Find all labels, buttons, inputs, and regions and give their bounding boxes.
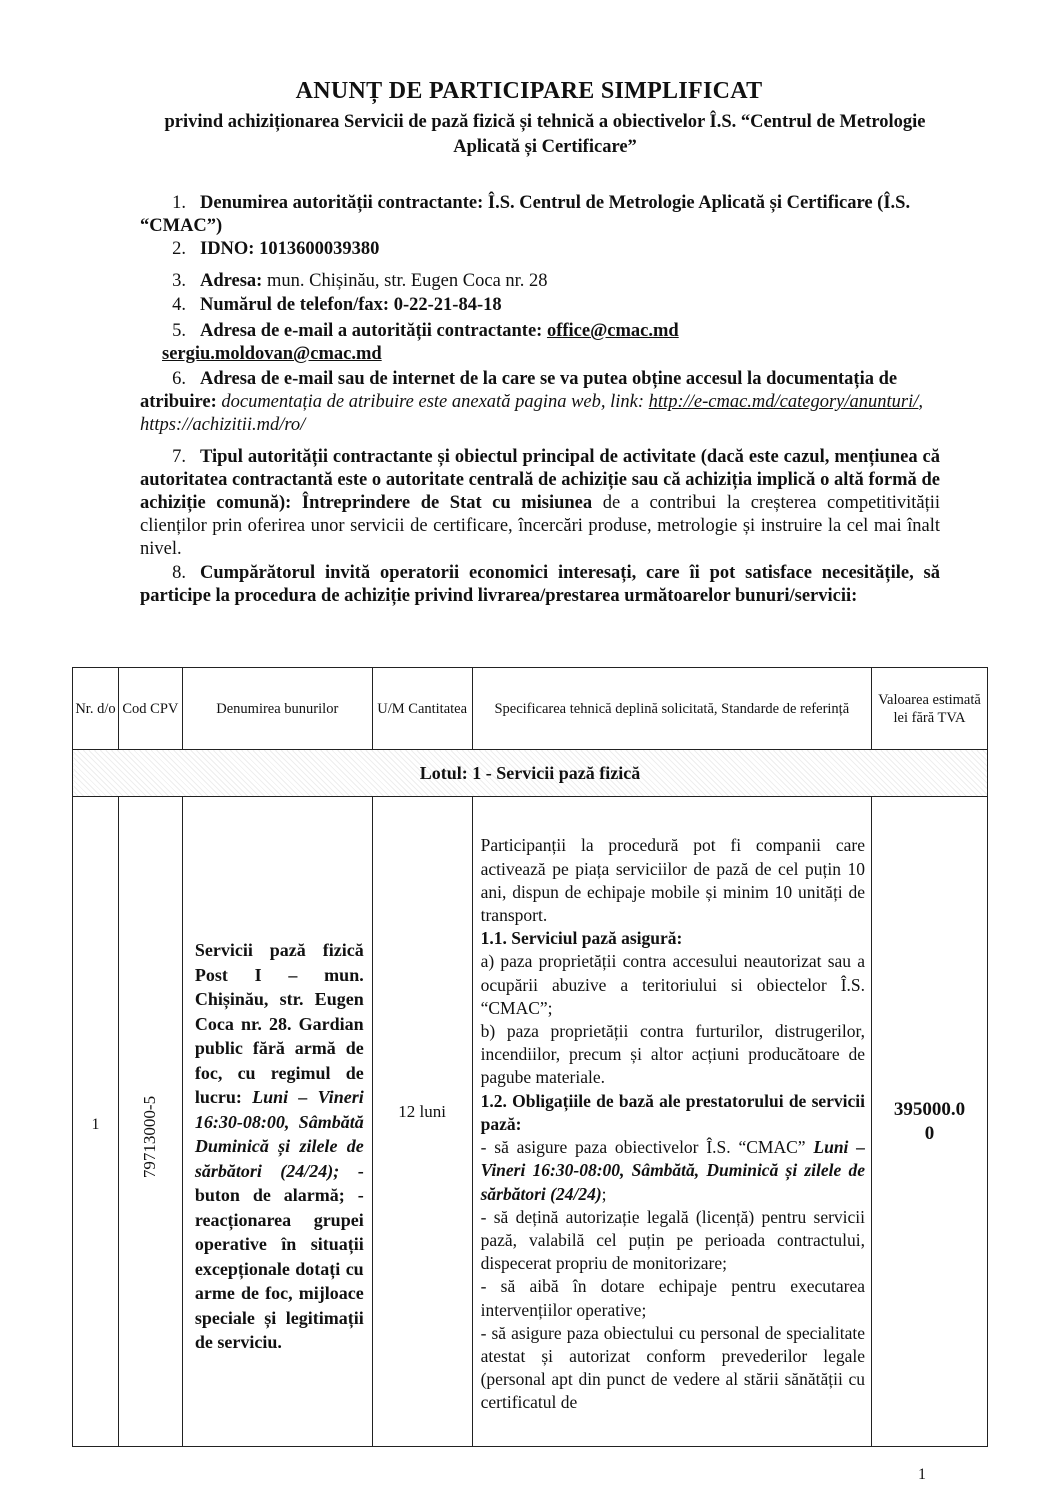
item-phone	[140, 294, 940, 317]
obligation-end: ;	[601, 1183, 607, 1204]
spec-obligation-4: - să asigure paza obiectului cu personal de specialitate atestat și autorizat conform prevederilor legale (personal apt din punct de vedere al stării sănătății cu certificatul de	[480, 1322, 866, 1413]
item-label: Tipul autorității contractante și obiectul principal de activitate (dacă este cazul, mențiunea că autoritatea contractantă este o autoritate centrală de achiziție sau că achiziția implică o altă formă de achiziție comună):	[140, 447, 940, 513]
spec-heading-1-1: 1.1. Serviciul pază asigură:	[480, 928, 683, 949]
item-number: 4.	[172, 295, 186, 315]
item-number: 3.	[172, 271, 186, 291]
phone-value: 0-22-21-84-18	[393, 295, 502, 315]
item-label: Numărul de telefon/fax:	[200, 295, 390, 315]
item-number: 2.	[172, 239, 186, 259]
spec-item-b: b) paza proprietății contra furturilor, distrugerilor, incendiilor, precum și altor acțiuni producătoare de pagube materiale.	[480, 1021, 866, 1088]
item-number: 7.	[172, 447, 186, 467]
item-label: Denumirea autorității contractante:	[200, 193, 484, 213]
invitation-text: Cumpărătorul invită operatorii economici interesați, care îi pot satisface necesitățile, să participe la procedura de achiziție privind livrarea/prestarea următoarelor bunuri/servicii:	[140, 563, 940, 606]
cell-value	[872, 797, 988, 1447]
cpv-code: 79713000-5	[140, 1095, 160, 1179]
item-number: 6.	[172, 369, 186, 389]
address-value: mun. Chișinău, str. Eugen Coca nr. 28	[266, 271, 548, 291]
authority-type-value: Întreprindere de Stat cu misiunea	[301, 493, 593, 513]
item-email	[140, 320, 940, 366]
header-nr: Nr. d/o	[73, 668, 119, 750]
item-documentation-access	[140, 368, 940, 437]
idno-value: 1013600039380	[259, 239, 380, 259]
item-number: 8.	[172, 563, 186, 583]
item-label: Adresa:	[200, 271, 263, 291]
procurement-table	[72, 667, 988, 1447]
item-address	[140, 270, 940, 293]
estimated-value: 395000.00	[893, 1098, 966, 1144]
authority-name: Î.S. Centrul de Metrologie Aplicată și Certificare (Î.S. “CMAC”)	[140, 193, 911, 236]
cell-qty	[372, 797, 472, 1447]
page-number: 1	[918, 1466, 926, 1483]
spec-obligation-1	[481, 1136, 865, 1206]
cell-cpv	[118, 797, 182, 1447]
header-name: Denumirea bunurilor	[182, 668, 372, 750]
spec-heading-1-2: 1.2. Obligațiile de bază ale prestatorului de servicii pază:	[480, 1090, 866, 1134]
link-achizitii[interactable]: https://achizitii.md/ro/	[140, 415, 306, 435]
lot-title: Lotul: 1 - Servicii pază fizică	[73, 750, 988, 797]
item-number: 5.	[172, 321, 186, 341]
header-qty: U/M Cantitatea	[372, 668, 472, 750]
item-label: IDNO:	[200, 239, 255, 259]
spec-obligation-3: - să aibă în dotare echipaje pentru executarea intervențiilor operative;	[480, 1276, 866, 1320]
email-link-office[interactable]: office@cmac.md	[546, 321, 679, 341]
item-authority-type	[140, 446, 940, 561]
header-spec: Specificarea tehnică deplină solicitată, Standarde de referință	[472, 668, 871, 750]
service-details: - buton de alarmă; - reacționarea grupei operative în situații excepționale dotați cu arme de foc, mijloace speciale și legitimații de serviciu.	[194, 1160, 364, 1353]
spec-obligation-2: - să dețină autorizație legală (licență) pentru servicii pază, valabilă cel puțin pe perioada contractului, dispecerat propriu de monitorizare;	[480, 1206, 866, 1274]
cell-name	[182, 797, 372, 1447]
obligation-schedule: Luni – Vineri 16:30-08:00, Sâmbătă, Duminică și zilele de sărbători (24/24)	[480, 1137, 866, 1204]
service-schedule: Luni – Vineri 16:30-08:00, Sâmbătă Duminică și zilele de sărbători (24/24);	[194, 1087, 364, 1181]
item-label: Adresa de e-mail sau de internet de la care se va putea obține accesul la documentația de atribuire:	[140, 369, 898, 412]
quantity: 12 luni	[398, 1101, 446, 1121]
email-link-sergiu[interactable]: sergiu.moldovan@cmac.md	[162, 344, 382, 364]
item-idno	[140, 238, 940, 261]
lot-row	[73, 750, 988, 797]
item-number: 1.	[172, 193, 186, 213]
table-header-row	[73, 668, 988, 750]
item-invitation	[140, 562, 940, 608]
link-cmac-anunturi[interactable]: http://e-cmac.md/category/anunturi/	[648, 392, 919, 412]
document-subtitle: privind achiziționarea Servicii de pază fizică și tehnică a obiectivelor Î.S. “Centrul de Metrologie Aplicată și Certificare”	[164, 112, 926, 157]
document-title: ANUNȚ DE PARTICIPARE SIMPLIFICAT	[295, 78, 763, 104]
authority-mission: de a contribui la creșterea competitivității clienților prin oferirea unor servicii de certificare, încercări produse, metrologie și instruire la cel mai înalt nivel.	[140, 493, 941, 559]
link-separator: ,	[918, 392, 924, 412]
cell-nr: 1	[73, 797, 119, 1447]
table-row	[73, 797, 988, 1447]
header-cpv: Cod CPV	[118, 668, 182, 750]
cell-spec	[472, 797, 871, 1447]
item-label: Adresa de e-mail a autorității contractante:	[200, 321, 543, 341]
documentation-note: documentația de atribuire este anexată pagina web, link:	[221, 392, 645, 412]
spec-intro: Participanții la procedură pot fi companii care activează pe piața serviciilor de pază de cel puțin 10 ani, dispun de echipaje mobile și minim 10 unități de transport.	[480, 835, 866, 926]
service-name: Servicii pază fizică Post I – mun. Chișinău, str. Eugen Coca nr. 28. Gardian public fără armă de foc, cu regimul de lucru:	[194, 940, 364, 1108]
item-contracting-authority	[140, 192, 940, 238]
spec-item-a: a) paza proprietății contra accesului neautorizat sau a ocupării abuzive a teritoriului si obiectelor Î.S. “CMAC”;	[480, 951, 866, 1018]
obligation-text: - să asigure paza obiectivelor Î.S. “CMAC”	[480, 1137, 806, 1158]
header-value: Valoarea estimată lei fără TVA	[872, 668, 988, 750]
